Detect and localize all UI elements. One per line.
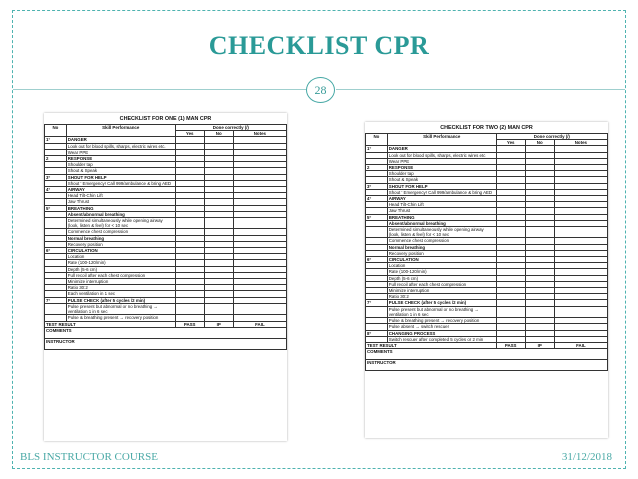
sheet-title: CHECKLIST FOR TWO (2) MAN CPR bbox=[440, 125, 533, 131]
comments-label: COMMENTS bbox=[366, 349, 608, 360]
header-notes: Notes bbox=[554, 140, 607, 146]
notes-cell bbox=[233, 218, 286, 229]
no-cell bbox=[204, 218, 233, 229]
table-row bbox=[366, 306, 608, 317]
skill-item: Recovery position bbox=[66, 241, 175, 247]
instructor-label: INSTRUCTOR bbox=[366, 360, 608, 371]
checklist-one-man bbox=[44, 113, 287, 441]
section-heading: CHANGING PROCESS bbox=[387, 330, 496, 336]
skill-item: Wear PPE bbox=[66, 149, 175, 155]
slide-title: CHECKLIST CPR bbox=[208, 31, 430, 60]
skill-item: Wear PPE bbox=[387, 158, 496, 164]
skill-item: Determined simultaneously while opening airway (look, listen & feel) for < 10 sec bbox=[387, 227, 496, 238]
row-number: 5° bbox=[45, 205, 67, 211]
footer-course: BLS INSTRUCTOR COURSE bbox=[20, 451, 158, 463]
section-heading: SHOUT FOR HELP bbox=[387, 183, 496, 189]
table-row bbox=[45, 303, 287, 314]
row-number: 1° bbox=[366, 146, 388, 152]
section-heading: SHOUT FOR HELP bbox=[66, 174, 175, 180]
notes-cell bbox=[554, 306, 607, 317]
checklist-table bbox=[44, 124, 287, 350]
row-number: 7° bbox=[45, 297, 67, 303]
skill-item: Head Tilt-Chin Lift bbox=[387, 202, 496, 208]
separator-left bbox=[13, 89, 306, 90]
title-area bbox=[13, 11, 625, 81]
section-heading: AIRWAY bbox=[387, 196, 496, 202]
skill-item: Look out for blood spills, sharps, electric wires etc. bbox=[66, 143, 175, 149]
skill-item: Jaw Thrust bbox=[387, 208, 496, 214]
skill-item: Shoulder tap bbox=[66, 162, 175, 168]
notes-cell bbox=[233, 303, 286, 314]
header-notes: Notes bbox=[233, 131, 286, 137]
row-number: 3° bbox=[45, 174, 67, 180]
header-skill: Skill Performance bbox=[387, 134, 496, 146]
row-number bbox=[45, 218, 67, 229]
skill-item: Depth (5-6 cm) bbox=[66, 266, 175, 272]
header-no-col: No bbox=[204, 131, 233, 137]
result-pass: PASS bbox=[496, 342, 525, 348]
skill-item: Absent/abnormal breathing bbox=[387, 220, 496, 226]
no-cell bbox=[525, 306, 554, 317]
skill-item: Shout ' Emergency! Call 999/ambulance & bring AED bbox=[387, 189, 496, 195]
notes-cell bbox=[554, 227, 607, 238]
row-number: 4° bbox=[366, 196, 388, 202]
header-no: No bbox=[45, 125, 67, 137]
skill-item: Commence chest compression bbox=[387, 238, 496, 244]
skill-item: Pulse absent → switch rescuer bbox=[387, 324, 496, 330]
skill-item: Recovery position bbox=[387, 250, 496, 256]
section-heading: RESPONSE bbox=[66, 156, 175, 162]
row-number: 5° bbox=[366, 214, 388, 220]
skill-item: Pulse present but abnormal or no breathing → ventilation 1 in 6 sec bbox=[66, 303, 175, 314]
row-number: 4° bbox=[45, 187, 67, 193]
result-fail: FAIL bbox=[233, 321, 286, 327]
header-yes: Yes bbox=[175, 131, 204, 137]
table-row bbox=[45, 218, 287, 229]
row-number bbox=[45, 303, 67, 314]
header-no-col: No bbox=[525, 140, 554, 146]
row-number: 6° bbox=[366, 257, 388, 263]
row-number bbox=[366, 227, 388, 238]
row-number bbox=[366, 306, 388, 317]
section-heading: CIRCULATION bbox=[387, 257, 496, 263]
yes-cell bbox=[175, 218, 204, 229]
result-fail: FAIL bbox=[554, 342, 607, 348]
row-number: 3° bbox=[366, 183, 388, 189]
skill-item: Minimize interruption bbox=[66, 279, 175, 285]
section-heading: DANGER bbox=[66, 137, 175, 143]
header-done: Done correctly (/) bbox=[496, 134, 607, 140]
instructor-label: INSTRUCTOR bbox=[45, 338, 287, 349]
result-pass: PASS bbox=[175, 321, 204, 327]
row-number: 6° bbox=[45, 248, 67, 254]
skill-item: Determined simultaneously while opening airway (look, listen & feel) for < 10 sec bbox=[66, 218, 175, 229]
yes-cell bbox=[496, 227, 525, 238]
checklist-body bbox=[366, 146, 608, 343]
skill-item: Pulse present but abnormal or no breathing → ventilation 1 in 6 sec bbox=[387, 306, 496, 317]
header-yes: Yes bbox=[496, 140, 525, 146]
separator-right bbox=[336, 89, 625, 90]
skill-item: Normal breathing bbox=[387, 244, 496, 250]
yes-cell bbox=[175, 303, 204, 314]
section-heading: BREATHING bbox=[387, 214, 496, 220]
skill-item: Shout ' Emergency! Call 999/ambulance & bring AED bbox=[66, 180, 175, 186]
row-number: 1° bbox=[45, 137, 67, 143]
comments-label: COMMENTS bbox=[45, 327, 287, 338]
section-heading: PULSE CHECK (after 5 cycles /2 min) bbox=[66, 297, 175, 303]
section-heading: PULSE CHECK (after 5 cycles /2 min) bbox=[387, 300, 496, 306]
skill-item: Absent/abnormal breathing bbox=[66, 211, 175, 217]
section-heading: RESPONSE bbox=[387, 165, 496, 171]
yes-cell bbox=[496, 306, 525, 317]
slide-number: 28 bbox=[306, 77, 335, 103]
skill-item: Each ventilation in 1 sec bbox=[66, 291, 175, 297]
skill-item: Pulse & breathing present → recovery position bbox=[66, 315, 175, 321]
skill-item: Ratio 30:2 bbox=[387, 294, 496, 300]
skill-item: Normal breathing bbox=[66, 235, 175, 241]
result-ip: IP bbox=[204, 321, 233, 327]
skill-item: Full recoil after each chest compression bbox=[66, 272, 175, 278]
skill-item: Depth (5-6 cm) bbox=[387, 275, 496, 281]
row-number: 2 bbox=[366, 165, 388, 171]
section-heading: DANGER bbox=[387, 146, 496, 152]
test-result-label: TEST RESULT bbox=[366, 342, 497, 348]
checklist-body bbox=[45, 137, 287, 321]
row-number: 8° bbox=[366, 330, 388, 336]
header-done: Done correctly (/) bbox=[175, 125, 286, 131]
skill-item: Shout & Speak bbox=[387, 177, 496, 183]
skill-item: Full recoil after each chest compression bbox=[387, 281, 496, 287]
section-heading: BREATHING bbox=[66, 205, 175, 211]
skill-item: Rate (100-120/min) bbox=[66, 260, 175, 266]
skill-item: Switch rescuer after completed 5 cycles or 2 min bbox=[387, 336, 496, 342]
sheet-title: CHECKLIST FOR ONE (1) MAN CPR bbox=[119, 116, 212, 122]
checklist-table bbox=[365, 133, 608, 371]
section-heading: AIRWAY bbox=[66, 187, 175, 193]
table-row bbox=[366, 227, 608, 238]
row-number: 2 bbox=[45, 156, 67, 162]
skill-item: Minimize interruption bbox=[387, 288, 496, 294]
result-ip: IP bbox=[525, 342, 554, 348]
checklist-two-man bbox=[365, 122, 608, 438]
row-number: 7° bbox=[366, 300, 388, 306]
skill-item: Ratio 30:2 bbox=[66, 285, 175, 291]
skill-item: Location bbox=[387, 263, 496, 269]
skill-item: Shoulder tap bbox=[387, 171, 496, 177]
header-no: No bbox=[366, 134, 388, 146]
section-heading: CIRCULATION bbox=[66, 248, 175, 254]
no-cell bbox=[525, 227, 554, 238]
no-cell bbox=[204, 303, 233, 314]
skill-item: Pulse & breathing present → recovery position bbox=[387, 318, 496, 324]
skill-item: Commence chest compression bbox=[66, 229, 175, 235]
skill-item: Look out for blood spills, sharps, electric wires etc bbox=[387, 152, 496, 158]
skill-item: Jaw Thrust bbox=[66, 199, 175, 205]
header-skill: Skill Performance bbox=[66, 125, 175, 137]
test-result-label: TEST RESULT bbox=[45, 321, 176, 327]
skill-item: Location bbox=[66, 254, 175, 260]
skill-item: Rate (100-120/min) bbox=[387, 269, 496, 275]
skill-item: Head Tilt-Chin Lift bbox=[66, 193, 175, 199]
skill-item: Shout & Speak bbox=[66, 168, 175, 174]
footer-date: 31/12/2018 bbox=[561, 451, 612, 463]
